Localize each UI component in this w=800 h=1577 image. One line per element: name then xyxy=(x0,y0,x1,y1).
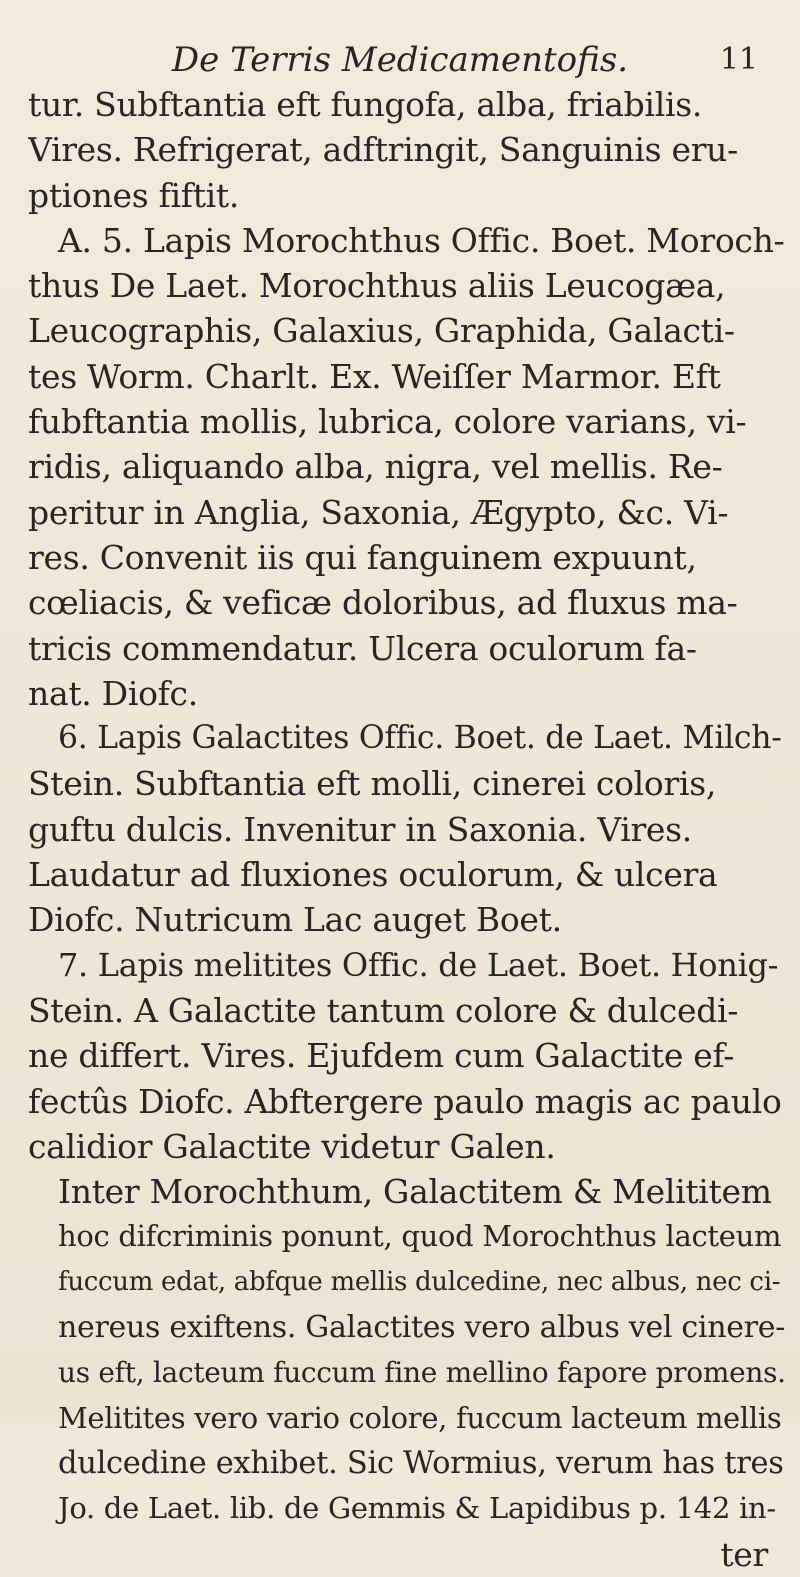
text-line: Diofc. Nutricum Lac auget Boet. xyxy=(28,900,562,940)
text-line: tricis commendatur. Ulcera oculorum fa- xyxy=(28,628,697,668)
text-line: hoc difcriminis ponunt, quod Morochthus lacteum xyxy=(58,1219,782,1254)
text-line: calidior Galactite videtur Galen. xyxy=(28,1126,556,1166)
text-line: A. 5. Lapis Morochthus Offic. Boet. Moroch- xyxy=(58,220,785,260)
text-line: fubftantia mollis, lubrica, colore varians, vi- xyxy=(28,402,747,442)
text-line: tes Worm. Charlt. Ex. Weiſſer Marmor. Eft xyxy=(28,356,721,396)
catchword: ter xyxy=(720,1534,768,1574)
text-line: Melitites vero vario colore, fuccum lacteum mellis xyxy=(58,1400,782,1435)
text-line: thus De Laet. Morochthus aliis Leucogæa, xyxy=(28,266,726,306)
text-line: Stein. Subftantia eft molli, cinerei coloris, xyxy=(28,764,717,804)
page-header xyxy=(0,40,800,80)
text-line: peritur in Anglia, Saxonia, Ægypto, &c. Vi- xyxy=(28,492,729,532)
text-line: guftu dulcis. Invenitur in Saxonia. Vires. xyxy=(28,809,692,849)
text-line: dulcedine exhibet. Sic Wormius, verum has tres xyxy=(58,1445,784,1481)
running-head: De Terris Medicamentofis. xyxy=(171,40,629,80)
text-line: Stein. A Galactite tantum colore & dulcedi- xyxy=(28,990,739,1030)
body-text xyxy=(28,82,788,1577)
page-number: 11 xyxy=(719,42,758,77)
text-line: res. Convenit iis qui fanguinem expuunt, xyxy=(28,537,697,577)
text-line: tur. Subftantia eft fungofa, alba, friabilis. xyxy=(28,85,703,124)
text-line: Vires. Refrigerat, adftringit, Sanguinis eru- xyxy=(28,130,738,170)
text-line: fuccum edat, abfque mellis dulcedine, nec albus, nec ci- xyxy=(58,1266,781,1297)
text-line: cœliacis, & veficæ doloribus, ad fluxus ma- xyxy=(28,583,738,623)
text-line: 7. Lapis melitites Offic. de Laet. Boet. Honig- xyxy=(58,945,779,984)
text-line: Leucographis, Galaxius, Graphida, Galacti- xyxy=(28,311,735,351)
text-line: Inter Morochthum, Galactitem & Melititem xyxy=(58,1172,772,1212)
text-line: ridis, aliquando alba, nigra, vel mellis. Re- xyxy=(28,447,723,487)
text-line: ne differt. Vires. Ejufdem cum Galactite ef- xyxy=(28,1036,735,1076)
text-line: nat. Diofc. xyxy=(28,673,198,713)
text-line: Jo. de Laet. lib. de Gemmis & Lapidibus p. 142 in- xyxy=(58,1491,776,1526)
text-line: 6. Lapis Galactites Offic. Boet. de Laet. Milch- xyxy=(58,720,782,757)
text-line: Laudatur ad fluxiones oculorum, & ulcera xyxy=(28,855,718,895)
text-line: ptiones fiftit. xyxy=(28,175,240,215)
text-line: us eft, lacteum fuccum fine mellino fapore promens. xyxy=(58,1356,786,1390)
text-line: fectûs Diofc. Abftergere paulo magis ac paulo xyxy=(28,1081,782,1121)
text-line: nereus exiftens. Galactites vero albus vel cinere- xyxy=(58,1310,786,1346)
